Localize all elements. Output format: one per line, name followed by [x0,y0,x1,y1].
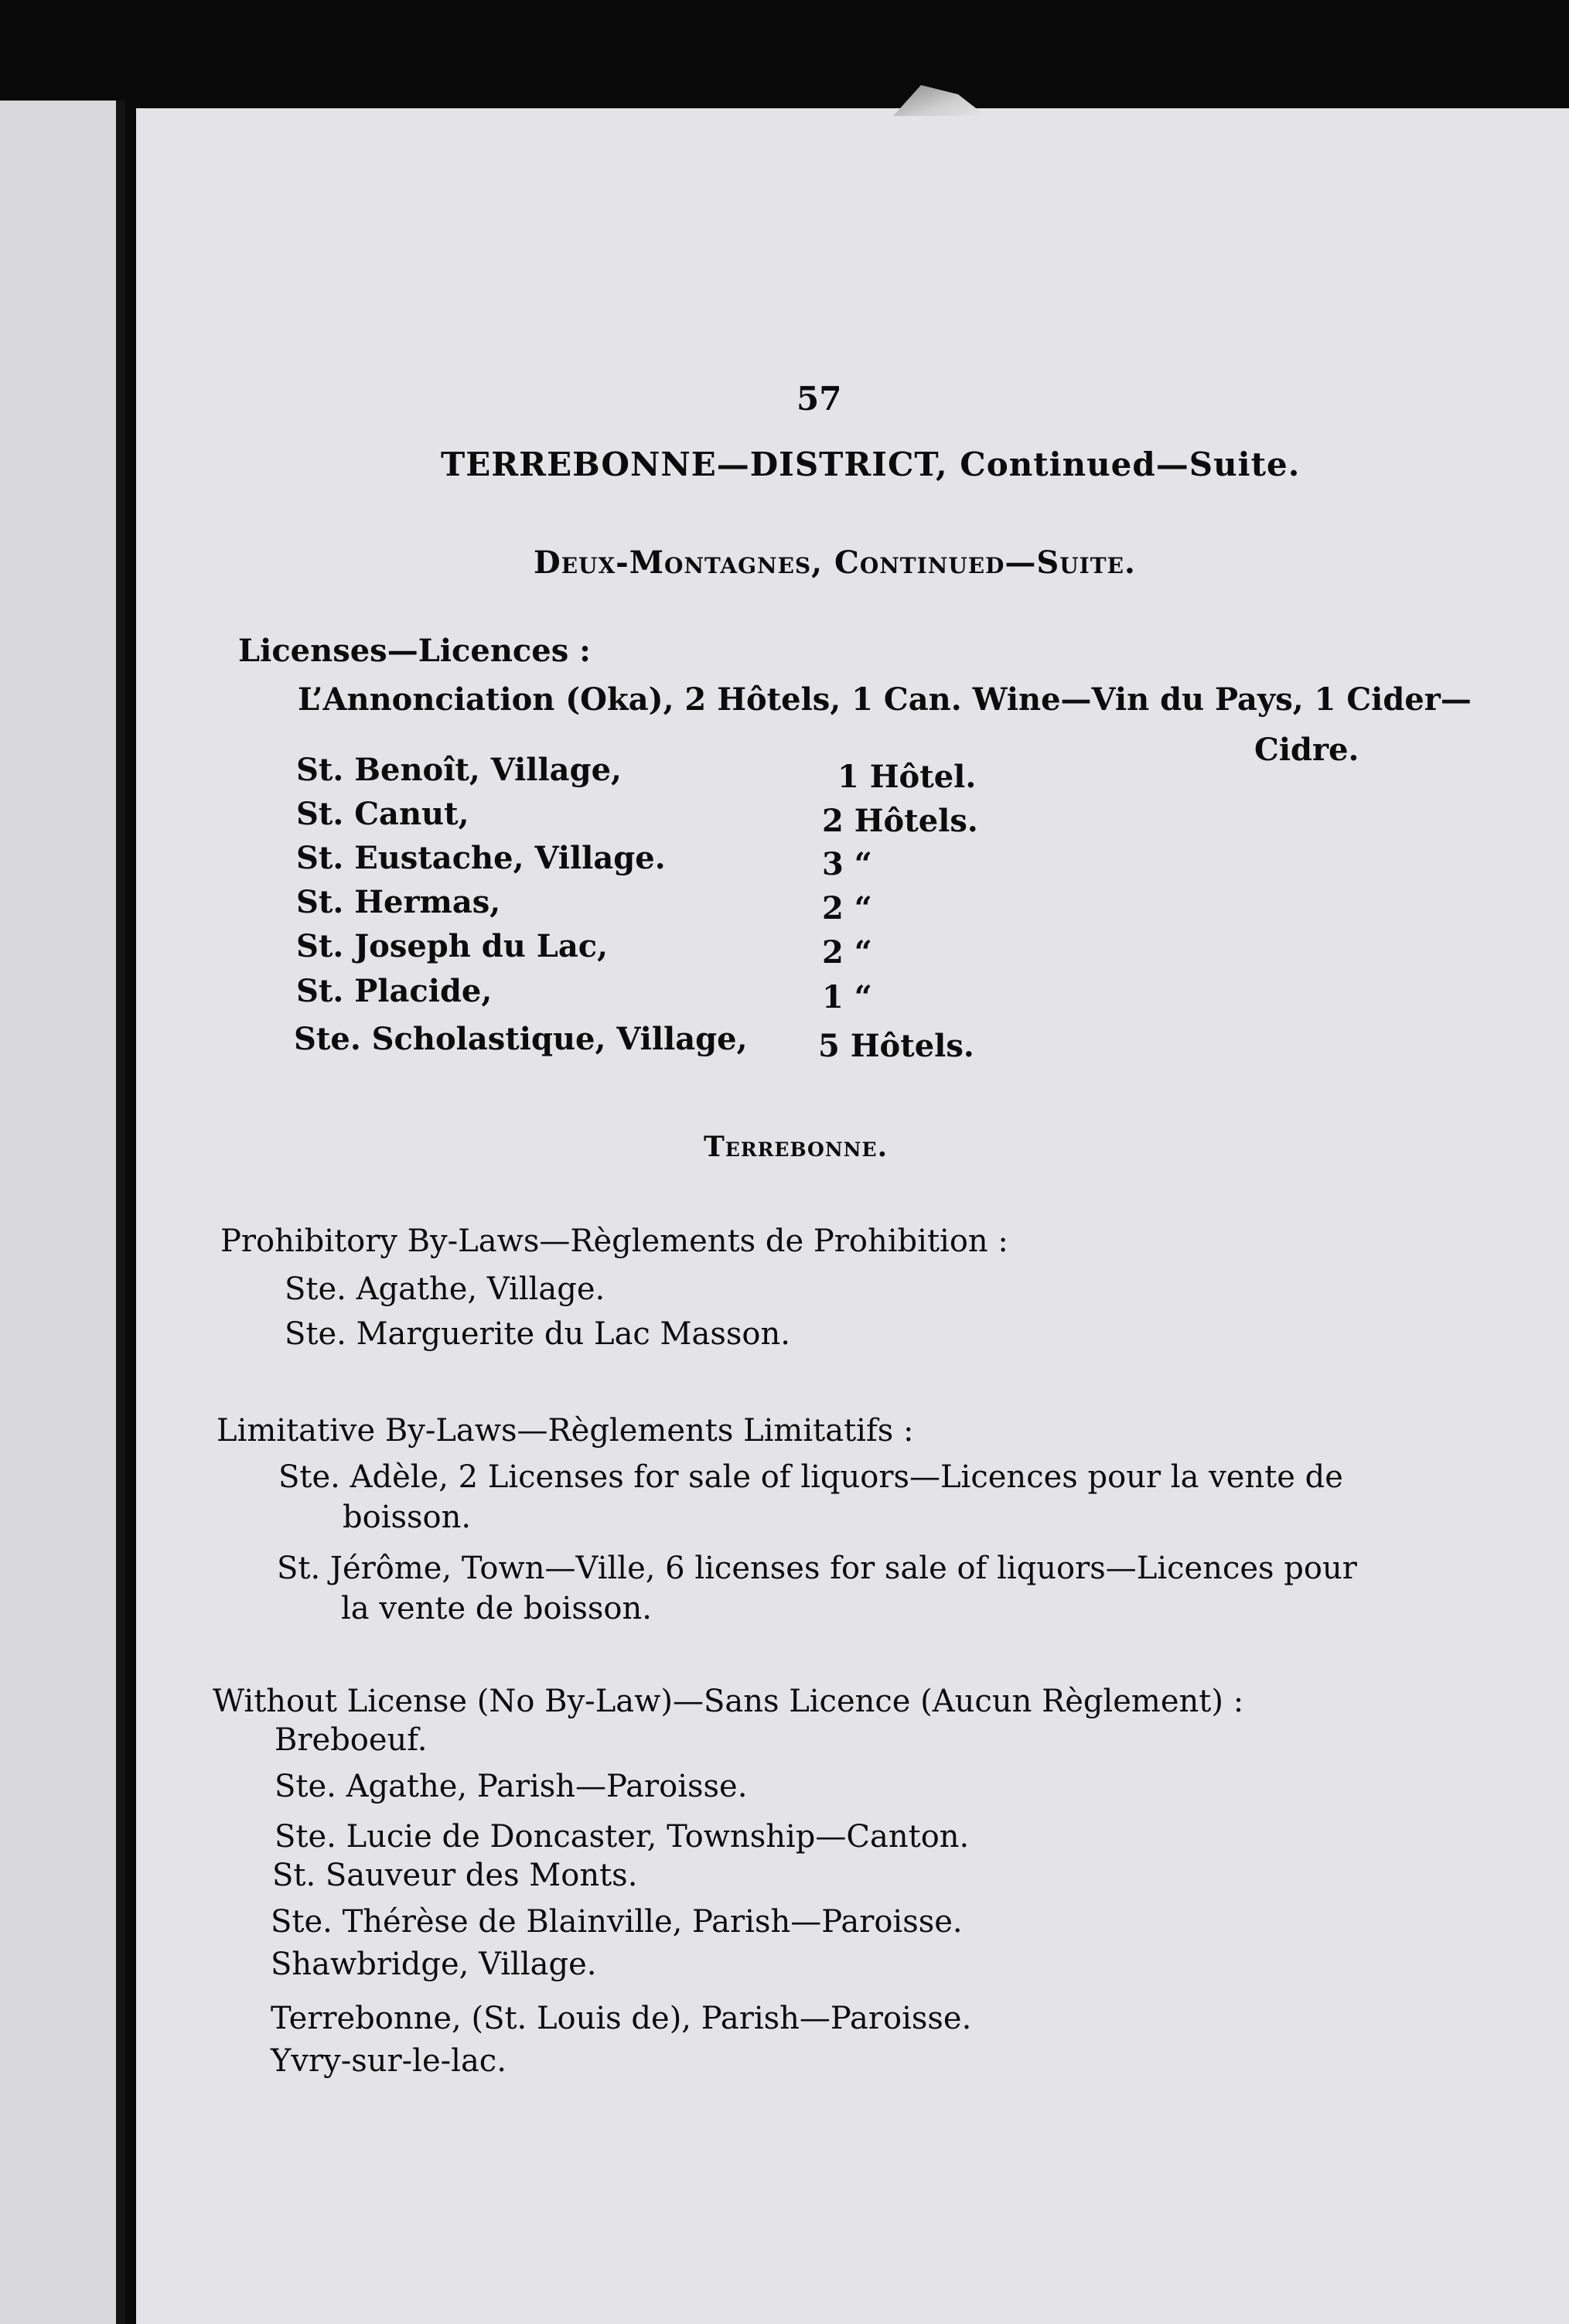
section-subtitle-terrebonne: Terrebonne. [704,1131,889,1163]
without-license-item: Yvry-sur-le-lac. [271,2043,507,2079]
without-license-item: Breboeuf. [275,1722,428,1758]
torn-corner [893,85,986,116]
prohibitory-item: Ste. Agathe, Village. [285,1271,605,1307]
licenses-first-line: L’Annonciation (Oka), 2 Hôtels, 1 Can. Wine—Vin du Pays, 1 Cider— [298,681,1472,718]
license-entry-name: St. Hermas, [296,884,501,920]
book-spine [116,101,125,2324]
license-entry-name: Ste. Scholastique, Village, [294,1021,748,1057]
licenses-first-line-cont: Cidre. [1254,732,1359,768]
without-license-item: St. Sauveur des Monts. [272,1858,638,1893]
license-entry-name: St. Canut, [296,796,469,832]
section-subtitle-deux-montagnes: Deux-Montagnes, Continued—Suite. [534,544,1136,581]
license-entry-name: St. Eustache, Village. [296,840,666,876]
license-entry-count: 5 Hôtels. [818,1028,974,1064]
license-entry-name: St. Placide, [296,973,493,1009]
page-title: TERREBONNE—DISTRICT, Continued—Suite. [441,445,1301,483]
licenses-heading: Licenses—Licences : [238,633,591,669]
license-entry-count: 3 “ [822,846,872,882]
without-license-item: Terrebonne, (St. Louis de), Parish—Paroisse. [271,2001,972,2036]
license-entry-name: St. Benoît, Village, [296,752,622,788]
license-entry-count: 2 “ [822,890,872,927]
limitative-item-line: Ste. Adèle, 2 Licenses for sale of liquors—Licences pour la vente de [278,1459,1343,1495]
license-entry-name: St. Joseph du Lac, [296,928,609,964]
limitative-item-line: St. Jérôme, Town—Ville, 6 licenses for sale of liquors—Licences pour [277,1551,1357,1586]
adjacent-page-edge [0,101,125,2324]
license-entry-count: 2 “ [822,934,872,971]
without-license-item: Ste. Agathe, Parish—Paroisse. [275,1769,748,1804]
license-entry-count: 1 Hôtel. [837,759,977,795]
document-page [136,108,1569,2324]
without-license-item: Ste. Lucie de Doncaster, Township—Canton. [275,1819,970,1855]
limitative-item-line: boisson. [343,1500,472,1535]
license-entry-count: 1 “ [822,979,872,1015]
prohibitory-heading: Prohibitory By-Laws—Règlements de Prohibition : [220,1223,1008,1259]
license-entry-count: 2 Hôtels. [822,803,978,839]
without-license-item: Ste. Thérèse de Blainville, Parish—Paroisse. [271,1904,963,1940]
limitative-heading: Limitative By-Laws—Règlements Limitatifs : [217,1413,914,1449]
page-number: 57 [796,380,842,418]
prohibitory-item: Ste. Marguerite du Lac Masson. [285,1316,790,1352]
without-license-heading: Without License (No By-Law)—Sans Licence (Aucun Règlement) : [213,1684,1244,1719]
limitative-item-line: la vente de boisson. [341,1591,652,1626]
without-license-item: Shawbridge, Village. [271,1947,597,1982]
